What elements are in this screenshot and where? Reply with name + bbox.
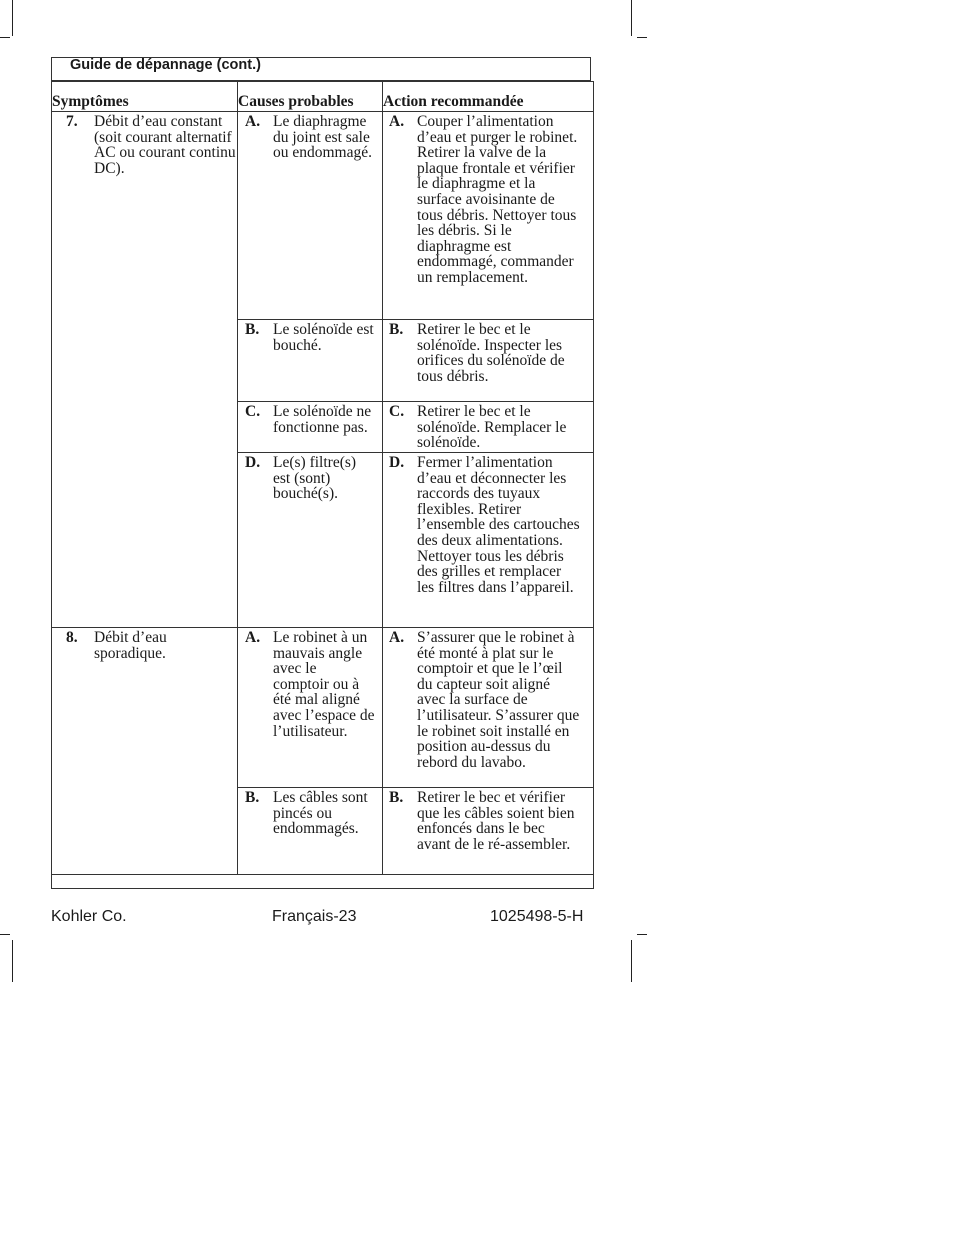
cause-cell — [238, 112, 383, 320]
header-actions: Action recommandée — [383, 82, 594, 112]
action-text: S’assurer que le robinet à été monté à plat sur le comptoir et que le l’œil du capteur soit aligné avec la surface de l’utilisateur. S’assurer que le robinet soit installé en position au-dessus du rebord du lavabo. — [417, 629, 580, 771]
action-text: Couper l’alimentation d’eau et purger le robinet. Retirer la valve de la plaque frontale et vérifier le diaphragme et la surface avoisinante de tous débris. Nettoyer tous les débris. Si le diaphragme est endommagé, commander un remplacement. — [417, 113, 578, 286]
cause-text: Le robinet à un mauvais angle avec le comptoir ou à été mal aligné avec l’espace de l’utilisateur. — [273, 629, 375, 740]
cause-text: Le solénoïde est bouché. — [273, 321, 374, 354]
cause-cell — [238, 628, 383, 788]
cause-cell — [238, 788, 383, 875]
troubleshooting-table — [51, 81, 594, 889]
cause-text: Le diaphragme du joint est sale ou endommagé. — [273, 113, 373, 162]
crop-mark — [0, 934, 10, 935]
cause-label: B. — [245, 321, 260, 338]
cause-cell — [238, 320, 383, 402]
footer-page-number: Français-23 — [272, 908, 357, 925]
action-label: C. — [389, 403, 405, 420]
cause-label: B. — [245, 789, 260, 806]
table-row — [52, 112, 594, 320]
action-text: Retirer le bec et vérifier que les câbles soient bien enfoncés dans le bec avant de le ré-assembler. — [417, 789, 575, 853]
table-footer-row — [52, 875, 594, 889]
crop-mark — [637, 934, 647, 935]
cause-cell — [238, 453, 383, 628]
title-box — [51, 57, 591, 81]
page-title: Guide de dépannage (cont.) — [70, 57, 261, 73]
symptom-cell — [52, 112, 238, 628]
crop-mark — [0, 37, 10, 38]
footer-doc-number: 1025498-5-H — [490, 908, 584, 925]
cause-label: A. — [245, 113, 261, 130]
action-cell — [383, 320, 594, 402]
cause-cell — [238, 402, 383, 453]
table-footer-spacer — [52, 875, 594, 889]
action-label: B. — [389, 789, 404, 806]
crop-mark — [631, 0, 632, 36]
action-cell — [383, 628, 594, 788]
action-cell — [383, 112, 594, 320]
crop-mark — [12, 940, 13, 982]
action-text: Retirer le bec et le solénoïde. Inspecter les orifices du solénoïde de tous débris. — [417, 321, 565, 385]
action-label: B. — [389, 321, 404, 338]
action-cell — [383, 453, 594, 628]
cause-text: Le solénoïde ne fonctionne pas. — [273, 403, 372, 436]
cause-text: Le(s) filtre(s) est (sont) bouché(s). — [273, 454, 357, 503]
footer-company: Kohler Co. — [51, 908, 127, 925]
header-causes: Causes probables — [238, 82, 383, 112]
symptom-number: 8. — [66, 629, 78, 646]
table-row — [52, 628, 594, 788]
action-text: Fermer l’alimentation d’eau et déconnecter les raccords des tuyaux flexibles. Retirer l’ensemble des cartouches des deux alimentations. Nettoyer tous les débris des grilles et remplacer les filtres dans l’appareil. — [417, 454, 580, 596]
symptom-text: Débit d’eau sporadique. — [94, 629, 167, 662]
cause-label: D. — [245, 454, 261, 471]
action-text: Retirer le bec et le solénoïde. Remplacer le solénoïde. — [417, 403, 567, 452]
action-cell — [383, 788, 594, 875]
crop-mark — [637, 37, 647, 38]
header-symptoms: Symptômes — [52, 82, 238, 112]
action-label: A. — [389, 629, 405, 646]
symptom-number: 7. — [66, 113, 78, 130]
symptom-cell — [52, 628, 238, 875]
cause-label: A. — [245, 629, 261, 646]
action-cell — [383, 402, 594, 453]
action-label: A. — [389, 113, 405, 130]
crop-mark — [12, 0, 13, 36]
cause-label: C. — [245, 403, 261, 420]
action-label: D. — [389, 454, 405, 471]
table-header-row — [52, 82, 594, 112]
symptom-text: Débit d’eau constant (soit courant alternatif AC ou courant continu DC). — [94, 113, 236, 177]
cause-text: Les câbles sont pincés ou endommagés. — [273, 789, 368, 838]
crop-mark — [631, 940, 632, 982]
